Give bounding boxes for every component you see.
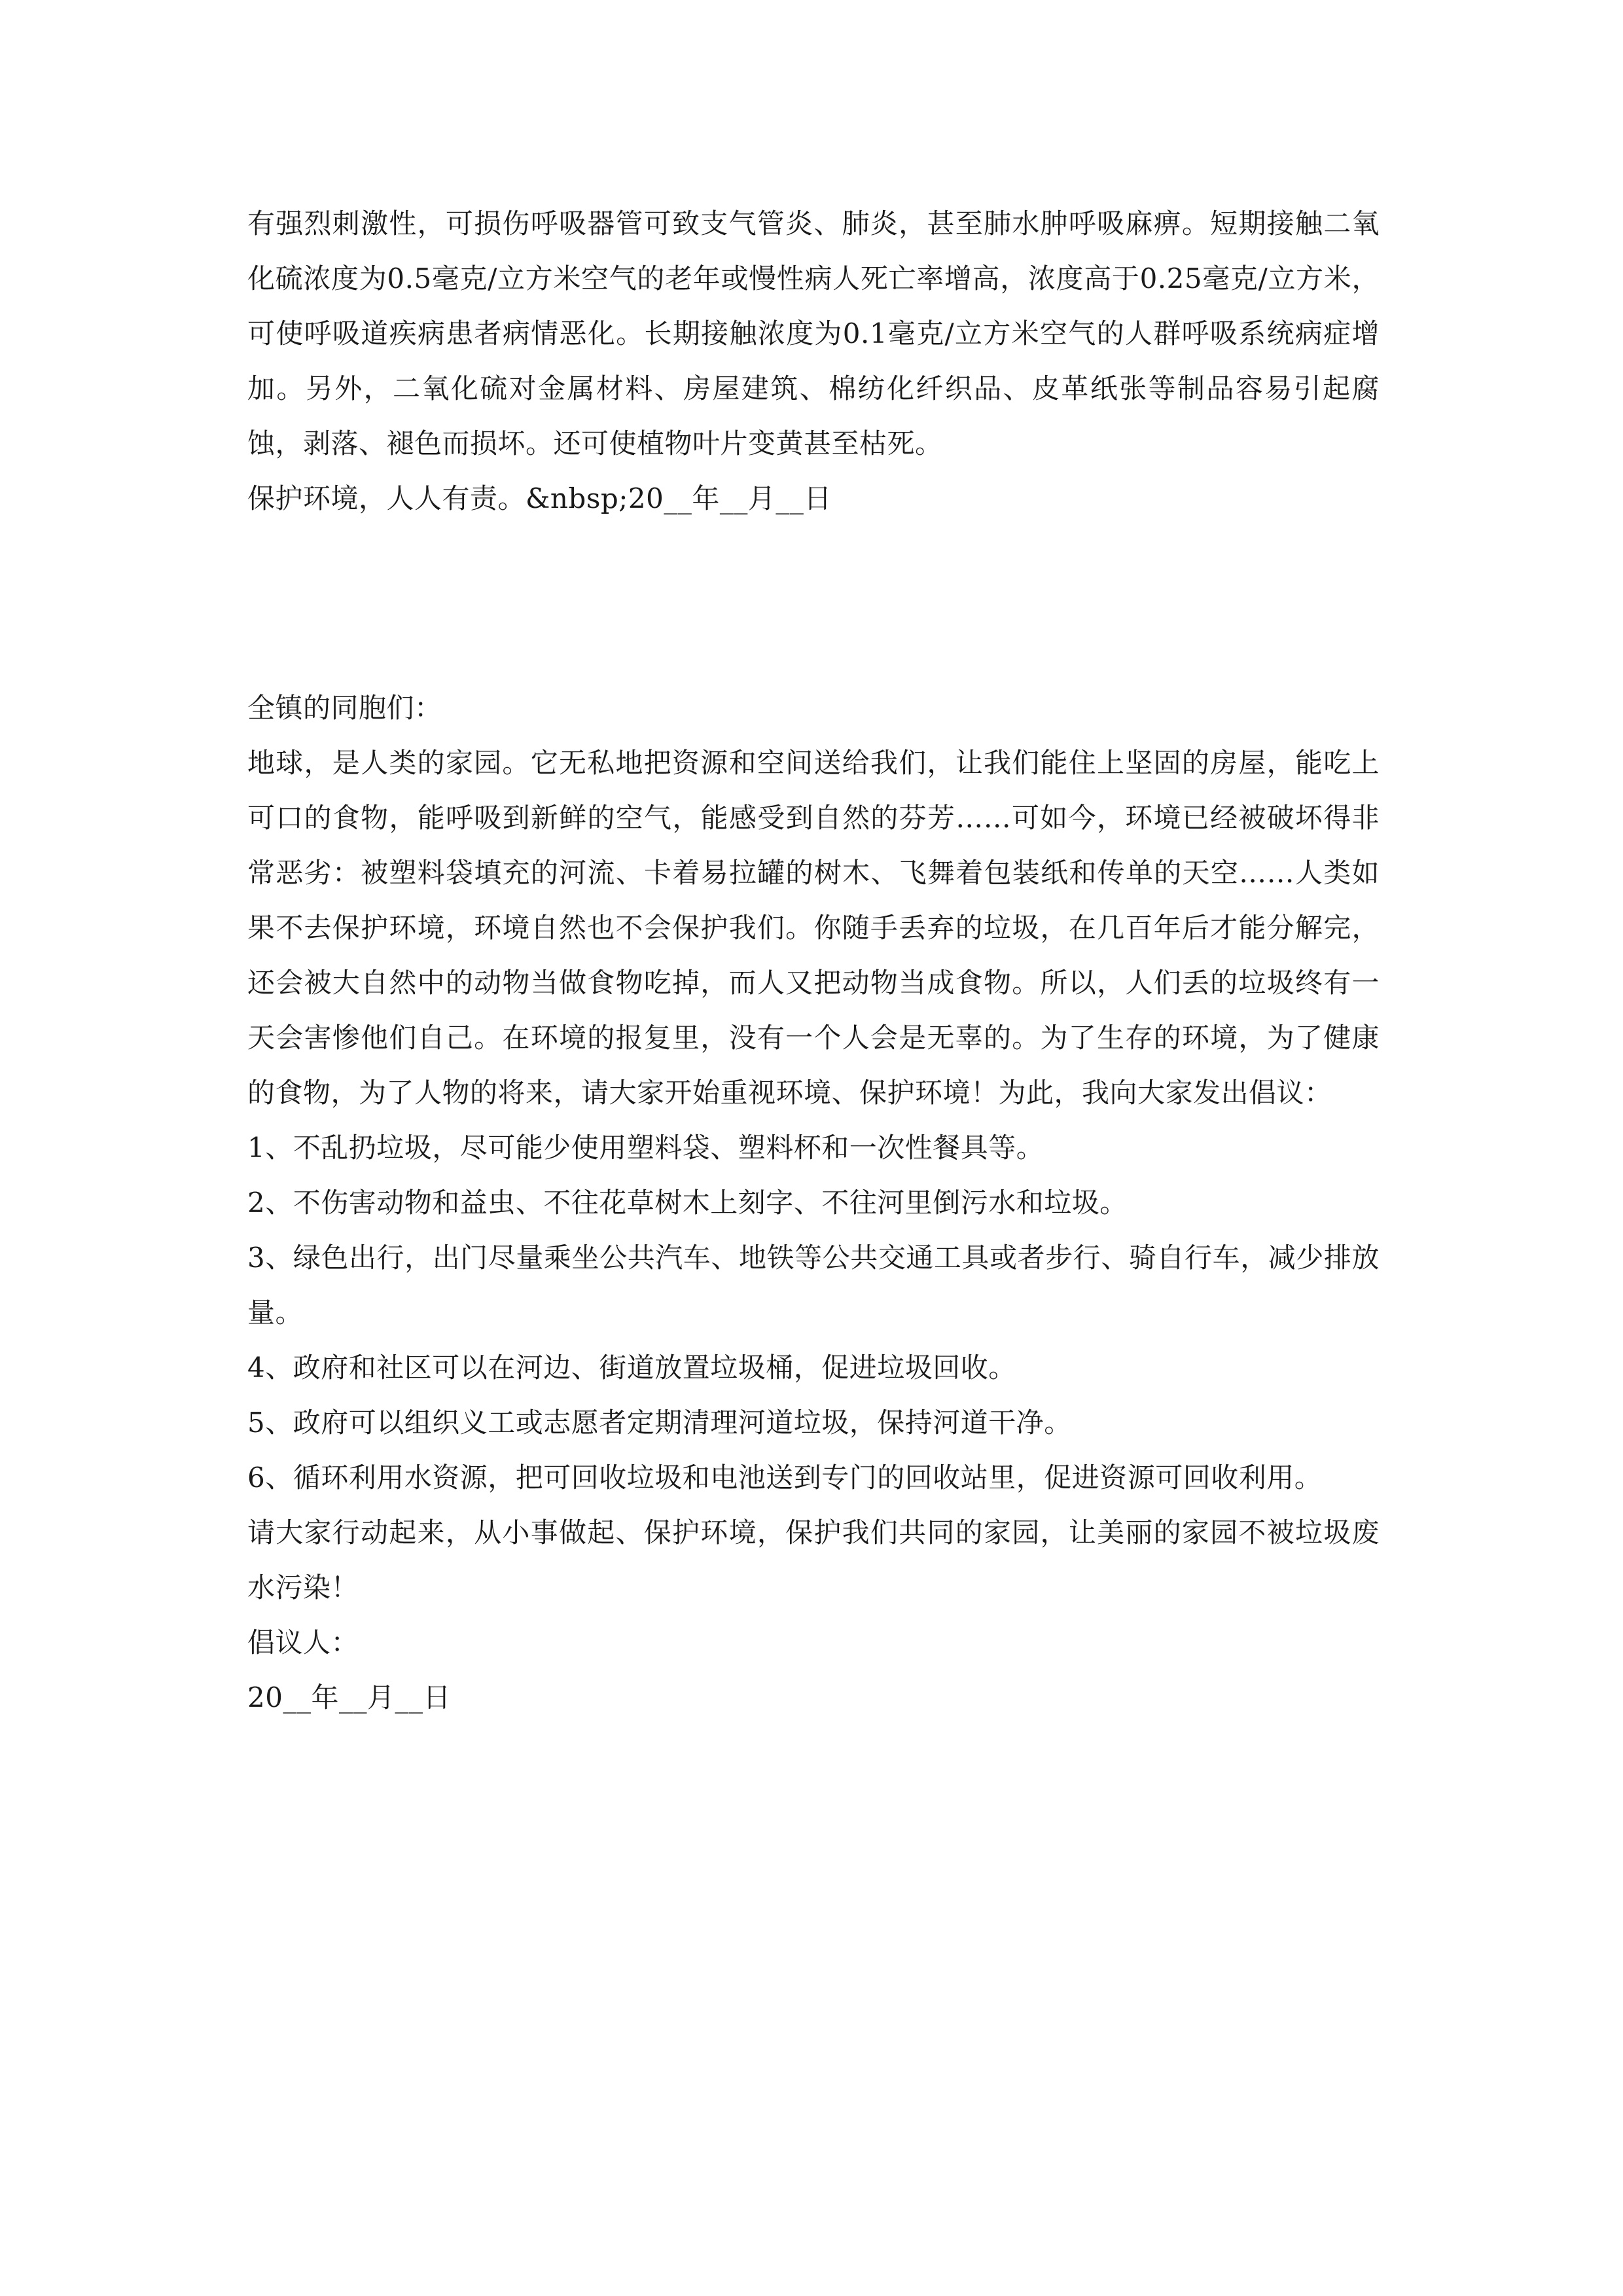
signer-label: 倡议人： [247, 1626, 359, 1659]
proposal-item-5: 5、政府可以组织义工或志愿者定期清理河道垃圾，保持河道干净。 [247, 1407, 1072, 1439]
section-pollution-effects [247, 196, 1380, 526]
letter-closing: 请大家行动起来，从小事做起、保护环境，保护我们共同的家园，让美丽的家园不被垃圾废水污染！ [247, 1516, 1380, 1604]
letter-body: 地球，是人类的家园。它无私地把资源和空间送给我们，让我们能住上坚固的房屋，能吃上可口的食物，能呼吸到新鲜的空气，能感受到自然的芬芳……可如今，环境已经被破坏得非常恶劣：被塑料袋填充的河流、卡着易拉罐的树木、飞舞着包装纸和传单的天空……人类如果不去保护环境，环境自然也不会保护我们。你随手丢弃的垃圾，在几百年后才能分解完，还会被大自然中的动物当做食物吃掉，而人又把动物当成食物。所以，人们丢的垃圾终有一天会害惨他们自己。在环境的报复里，没有一个人会是无辜的。为了生存的环境，为了健康的食物，为了人物的将来，请大家开始重视环境、保护环境！为此，我向大家发出倡议： [247, 747, 1380, 1109]
proposal-item-4: 4、政府和社区可以在河边、街道放置垃圾桶，促进垃圾回收。 [247, 1352, 1016, 1384]
letter-greeting: 全镇的同胞们： [247, 692, 442, 724]
paragraph-sulfur-dioxide-effects: 有强烈刺激性，可损伤呼吸器管可致支气管炎、肺炎，甚至肺水肿呼吸麻痹。短期接触二氧化硫浓度为0.5毫克/立方米空气的老年或慢性病人死亡率增高，浓度高于0.25毫克/立方米，可使呼吸道疾病患者病情恶化。长期接触浓度为0.1毫克/立方米空气的人群呼吸系统病症增加。另外，二氧化硫对金属材料、房屋建筑、棉纺化纤织品、皮革纸张等制品容易引起腐蚀，剥落、褪色而损坏。还可使植物叶片变黄甚至枯死。 [247, 207, 1380, 459]
proposal-item-3: 3、绿色出行，出门尽量乘坐公共汽车、地铁等公共交通工具或者步行、骑自行车，减少排放量。 [247, 1242, 1380, 1329]
proposal-item-2: 2、不伤害动物和益虫、不往花草树木上刻字、不往河里倒污水和垃圾。 [247, 1187, 1128, 1219]
proposal-item-6: 6、循环利用水资源，把可回收垃圾和电池送到专门的回收站里，促进资源可回收利用。 [247, 1462, 1323, 1494]
paragraph-slogan-date: 保护环境，人人有责。&nbsp;20__年__月__日 [247, 482, 832, 514]
section-proposal-letter [247, 681, 1380, 1725]
letter-date: 20__年__月__日 [247, 1681, 451, 1713]
proposal-item-1: 1、不乱扔垃圾，尽可能少使用塑料袋、塑料杯和一次性餐具等。 [247, 1132, 1044, 1164]
